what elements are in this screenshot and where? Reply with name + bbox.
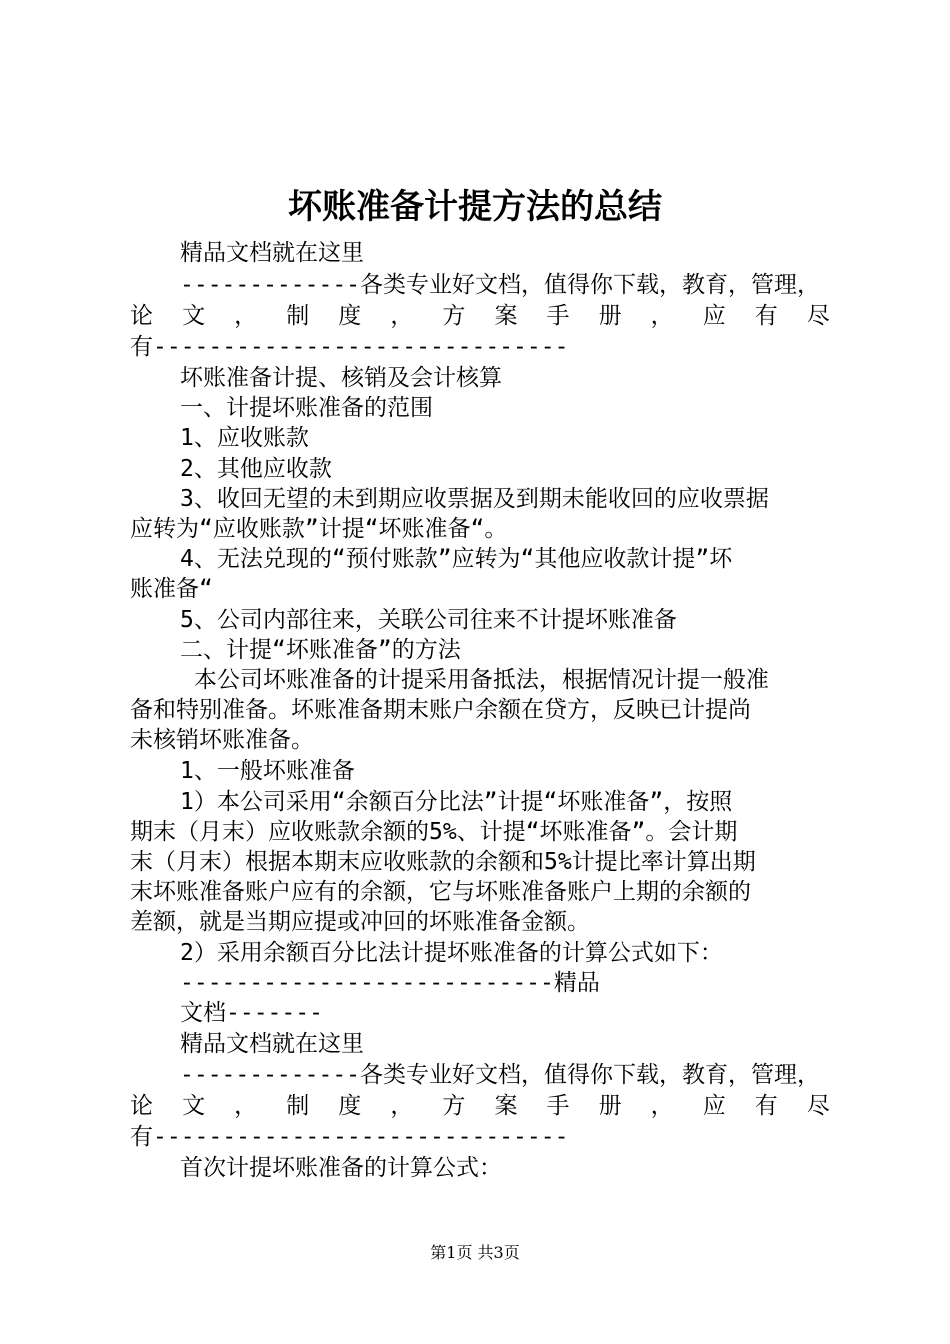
justified-char: 方 [442, 1093, 466, 1119]
paragraph-line: 期末（月末）应收账款余额的5%、计提“坏账准备”。会计期 [130, 819, 738, 845]
justified-char: 度 [338, 1093, 362, 1119]
separator-line: 文档------- [180, 1000, 323, 1026]
paragraph-line: 末（月末）根据本期末应收账款的余额和5%计提比率计算出期 [130, 849, 756, 875]
list-item: 2、其他应收款 [180, 456, 332, 482]
section-heading: 二、计提“坏账准备”的方法 [180, 637, 461, 663]
justified-char: ， [390, 303, 414, 329]
justified-char: 案 [494, 303, 518, 329]
justified-char: ， [650, 1093, 674, 1119]
list-item-cont: 账准备“ [130, 576, 213, 602]
paragraph-line: 备和特别准备。坏账准备期末账户余额在贷方，反映已计提尚 [130, 697, 751, 723]
justified-char: 尽 [806, 1093, 830, 1119]
justified-char: 论 [130, 303, 153, 329]
promo-line-end: 有------------------------------ [130, 334, 569, 360]
paragraph-line: 差额，就是当期应提或冲回的坏账准备金额。 [130, 909, 590, 935]
justified-char: 文 [182, 303, 206, 329]
paragraph-line: 末坏账准备账户应有的余额，它与坏账准备账户上期的余额的 [130, 879, 751, 905]
section-heading: 坏账准备计提、核销及会计核算 [180, 365, 502, 391]
list-item-cont: 应转为“应收账款”计提“坏账准备“。 [130, 516, 508, 542]
justified-char: 方 [442, 303, 466, 329]
justified-char: ， [234, 303, 258, 329]
justified-char: 手 [546, 303, 570, 329]
justified-char: 应 [702, 303, 726, 329]
promo-line-end: 有------------------------------ [130, 1124, 569, 1150]
paragraph-line: 本公司坏账准备的计提采用备抵法，根据情况计提一般准 [180, 667, 769, 693]
promo-line-justified [130, 1091, 830, 1121]
header-note: 精品文档就在这里 [180, 240, 364, 266]
justified-char: 册 [598, 303, 622, 329]
justified-char: ， [650, 303, 674, 329]
justified-char: 度 [338, 303, 362, 329]
justified-char: 尽 [806, 303, 830, 329]
justified-char: 应 [702, 1093, 726, 1119]
justified-char: 案 [494, 1093, 518, 1119]
justified-char: 册 [598, 1093, 622, 1119]
separator-line: ---------------------------精品 [180, 970, 600, 996]
promo-line-justified [130, 301, 830, 331]
justified-char: 制 [286, 1093, 310, 1119]
paragraph-line: 未核销坏账准备。 [130, 727, 314, 753]
paragraph-line: 首次计提坏账准备的计算公式： [180, 1155, 502, 1181]
list-item: 4、无法兑现的“预付账款”应转为“其他应收款计提”坏 [180, 546, 733, 572]
promo-line: -------------各类专业好文档，值得你下载，教育，管理， [180, 1062, 821, 1088]
paragraph-line: 1）本公司采用“余额百分比法”计提“坏账准备”，按照 [180, 789, 733, 815]
justified-char: ， [390, 1093, 414, 1119]
list-item: 5、公司内部往来，关联公司往来不计提坏账准备 [180, 607, 677, 633]
section-heading: 一、计提坏账准备的范围 [180, 395, 433, 421]
list-item: 3、收回无望的未到期应收票据及到期未能收回的应收票据 [180, 486, 769, 512]
document-title: 坏账准备计提方法的总结 [288, 187, 662, 227]
justified-char: 论 [130, 1093, 153, 1119]
justified-char: 手 [546, 1093, 570, 1119]
header-note: 精品文档就在这里 [180, 1031, 364, 1057]
subsection-heading: 1、一般坏账准备 [180, 758, 355, 784]
paragraph-line: 2）采用余额百分比法计提坏账准备的计算公式如下： [180, 940, 723, 966]
justified-char: 文 [182, 1093, 206, 1119]
page-footer: 第1页 共3页 [430, 1243, 520, 1262]
list-item: 1、应收账款 [180, 425, 309, 451]
justified-char: 有 [754, 1093, 778, 1119]
justified-char: 有 [754, 303, 778, 329]
promo-line: -------------各类专业好文档，值得你下载，教育，管理， [180, 272, 821, 298]
justified-char: ， [234, 1093, 258, 1119]
justified-char: 制 [286, 303, 310, 329]
